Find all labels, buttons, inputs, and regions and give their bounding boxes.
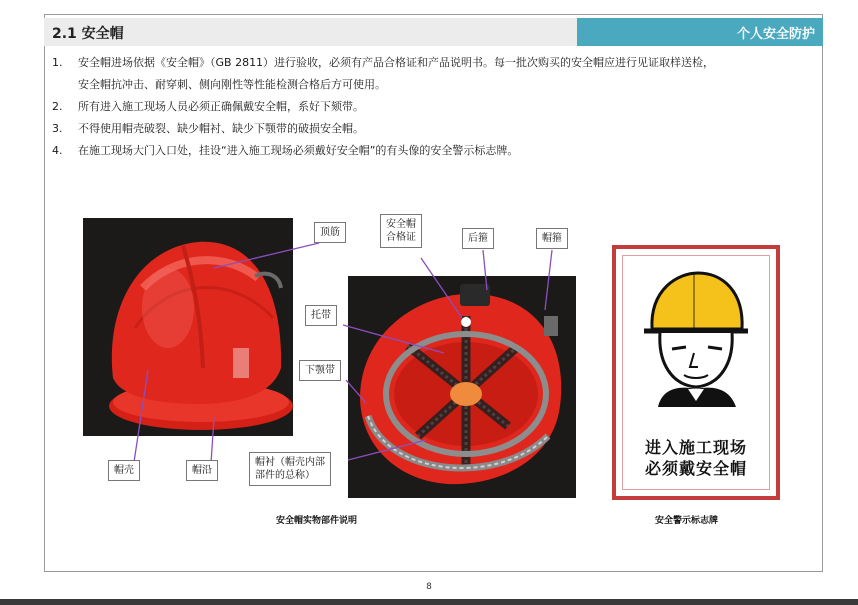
label-certificate: 安全帽 合格证 [380,214,422,248]
sign-text-line1: 进入施工现场 [644,438,747,457]
sign-text-line2: 必须戴安全帽 [644,459,747,478]
label-top-rib: 顶筋 [314,222,346,243]
label-rear-band: 后箍 [462,228,494,249]
label-support-strap: 托带 [305,305,337,326]
section-title: 2.1 安全帽 [52,26,124,42]
caption-warning-sign: 安全警示标志牌 [655,516,719,526]
label-shell: 帽壳 [108,460,140,481]
label-chin-strap: 下颚带 [299,360,341,381]
list-item-number: 3. [52,122,63,135]
list-item-number: 1. [52,56,63,69]
page-number: 8 [426,582,432,592]
bottom-bar [0,599,858,605]
label-head-band: 帽箍 [536,228,568,249]
list-item-text-continued: 安全帽抗冲击、耐穿刺、侧向刚性等性能检测合格后方可使用。 [78,78,386,91]
list-item-text: 所有进入施工现场人员必须正确佩戴安全帽，系好下颏带。 [78,100,364,113]
category-title: 个人安全防护 [736,27,815,42]
label-brim: 帽沿 [186,460,218,481]
list-item-text: 不得使用帽壳破裂、缺少帽衬、缺少下颚带的破损安全帽。 [78,122,364,135]
label-liner: 帽衬（帽壳内部 部件的总称） [249,452,331,486]
list-item-number: 2. [52,100,63,113]
list-item-text: 在施工现场大门入口处，挂设“进入施工现场必须戴好安全帽”的有头像的安全警示标志牌。 [78,144,519,157]
list-item-number: 4. [52,144,63,157]
list-item-text: 安全帽进场依据《安全帽》（GB 2811）进行验收，必须有产品合格证和产品说明书。每一批次购买的安全帽应进行见证取样送检， [78,56,715,69]
caption-helmet-parts: 安全帽实物部件说明 [276,516,358,526]
